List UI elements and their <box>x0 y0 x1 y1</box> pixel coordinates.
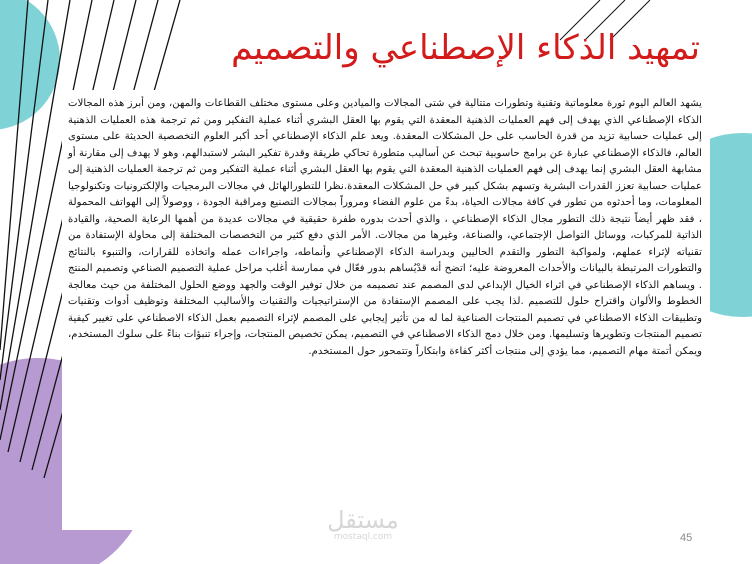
page-number: 45 <box>680 532 693 544</box>
watermark-logo-text: مستقل <box>327 506 399 534</box>
watermark-url: mostaql.com <box>333 532 393 542</box>
body-paragraph: يشهد العالم اليوم ثورة معلوماتية وتقنية وتطورات متتالية في شتى المجالات والميادين وعلى مستوى مختلف القطاعات والمهن، ومن أبرز هذه المجالات الذكاء الإصطناعي الذي يهدف إلى فهم العمليات الذهنية المعقدة التي يقوم بها العقل البشري أثناء عملية التفكير ومن ثم ترجمة هذه العمليات الذهنية إلى عمليات حسابية تزيد من قدرة الحاسب على حل المشكلات المعقدة. ويعد علم الذكاء الإصطناعي أحد أكبر العلوم التخصصية الحديثة على مستوى العالم، فالذكاء الإصطناعي عبارة عن برامج حاسوبية تبحث عن أساليب متطورة تحاكي طريقة وقدرة تفكير البشر لاستبدالهم، وهو لا يهدف إلى مقارنة أو مشابهة العقل البشري إنما يهدف إلى فهم العمليات الذهنية المعقدة التي يقوم بها العقل البشري أثناء عملية التفكير ومن ثم ترجمة العمليات الذهنية إلى عمليات حسابية تعزز القدرات البشرية وتسهم بشكل كبير في حل المشكلات المعقدة.نظرا للتطورالهائل في مجالات البرمجيات والإلكترونيات وتكنولوجيا المعلومات، وما أحدثوه من تطور في كافة مجالات الحياة، بدءً من علوم الفضاء ومروراً بمجالات التصنيع ومراقبة الجودة ، ووصولاً إلى الهواتف المحمولة ، فقد ظهر أيضاً نتيجة ذلك التطور مجال الذكاء الإصطناعي ، والذي أحدث بدوره طفرة حقيقية في مجالات عديدة من أهمها الرعاية الصحية، والقيادة الذاتية للمركبات، ووسائل التواصل الإجتماعي، والصناعة، وغيرها من مجالات. الأمر الذي دفع كثير من التخصصات المختلفة إلى محاولة الإستفادة من تقنياته لإثراء عملهم، ولمواكبة التطور والتقدم الحاليين وبدراسة الذكاء الإصطناعي وأنماطه، واجراءات عمله واتخاذه للقرارات، والتنبوء بالنتائج والتطورات المرتبطة بالبيانات والأحداث المعروضة عليه؛ اتضح أنه قدْيُساهم بدور فعّال في ممارسة أغلب مراحل عملية التصميم الصناعي وتصميم المنتج . ويساهم الذكاء الإصطناعي في اثراء الخيال الإبداعي لدى المصمم عند تصميمه من خلال توفير الوقت والجهد ووضع الحلول المختلفة من حيث معالجة الخطوط والألوان واقتراح حلول للتصميم .لذا يجب على المصمم الإستفادة من الإستراتيجيات والتقنيات والأساليب المختلفة وتوظيف أدوات وتقنيات وتطبيقات الذكاء الاصطناعي في تصميم المنتجات الصناعية لما له من تأثير إيجابي على المصمم لإثراء التصميم بعمل الذكاء الاصطناعي على تغيير كيفية تصميم المنتجات وتطويرها وتسليمها. ومن خلال دمج الذكاء الاصطناعي في التصميم، يمكن تخصيص المنتجات، وإجراء تنبؤات بناءً على سلوك المستخدم، ويمكن أتمتة مهام التصميم، مما يؤدي إلى منتجات أكثر كفاءة وابتكاراً وتتمحور حول المستخدم. <box>68 98 703 357</box>
watermark <box>318 508 408 542</box>
content-box <box>62 90 710 534</box>
slide-title: تمهيد الذكاء الإصطناعي والتصميم <box>231 28 700 68</box>
